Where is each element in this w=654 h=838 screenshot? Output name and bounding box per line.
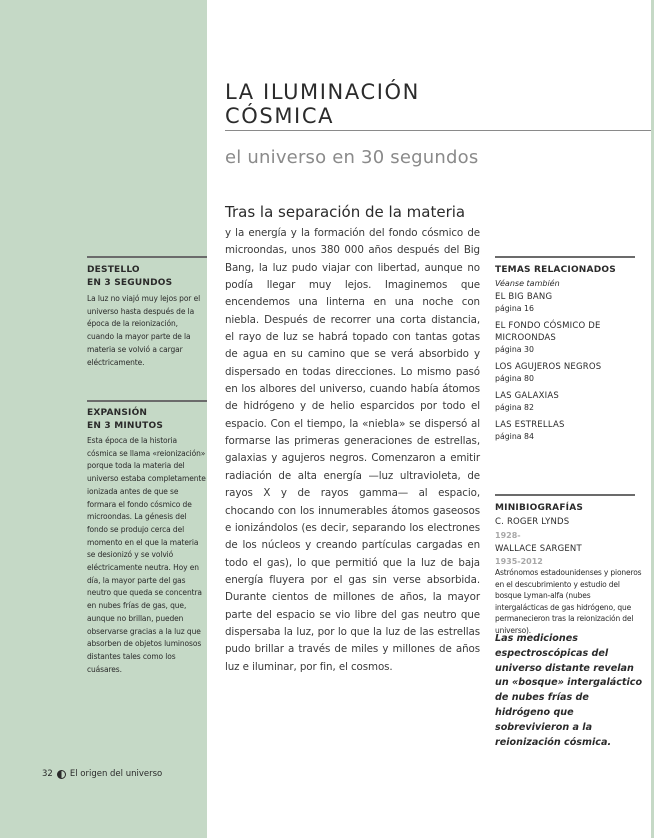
expansion-subtitle: EN 3 MINUTOS [87,421,164,431]
expansion-title: EXPANSIÓN [87,408,148,418]
related-topic-name: EL FONDO CÓSMICO DE MICROONDAS [495,321,601,343]
expansion-text: Esta época de la historia cósmica se llama «reionización» porque toda la materia del universo estaba completamente ionizada antes de que se formara el fondo cósmico de microondas. La génesis del fondo se produjo cerca del momento en el que la materia se desionizó y se volvió eléctricamente neutra. Hoy en día, la mayor parte del gas neutro que queda se concentra en nubes frías de gas, que, aunque no brillan, pueden observarse gracias a la luz que absorben de objetos luminosos distantes tales como los cuásares. [87,436,206,674]
page-number: 32 [42,769,53,779]
related-topic-item [495,320,645,356]
page-title: LA ILUMINACIÓN CÓSMICA [225,80,420,128]
book-title: El origen del universo [69,769,163,779]
lead-sentence: Tras la separación de la materia [225,203,466,221]
expansion-heading [87,407,207,433]
body-paragraph: y la energía y la formación del fondo cósmico de microondas, unos 380 000 años después del Big Bang, la luz pudo viajar con libertad, aunque no podía llegar muy lejos. Imaginemos que encendemos una linterna en una noche con niebla. Después de recorrer una corta distancia, el rayo de luz se habrá topado con tantas gotas de agua en su camino que se verá absorbido y dispersado en todas direcciones. Lo mismo pasó en los albores del universo, cuando había átomos de hidrógeno y de helio esparcidos por todo el espacio. Con el tiempo, la «niebla» se dispersó al formarse las primeras generaciones de estrellas, galaxias y agujeros negros. Comenzaron a emitir radiación de alta energía —luz ultravioleta, de rayos X y de rayos gamma— al espacio, chocando con los innumerables átomos gaseosos e ionizándolos (es decir, separando los electrones de los núcleos y creando partículas cargadas en todo el gas), lo que permitió que la luz de baja energía fluyera por el gas sin verse absorbida. Durante cientos de millones de años, la mayor parte del espacio se vio libre del gas neutro que dispersaba la luz, por lo que la luz de las estrellas pudo brillar a través de miles y millones de años luz e iluminar, por fin, el cosmos. [225,227,480,673]
related-topic-item [495,361,645,385]
related-topic-name: LAS GALAXIAS [495,391,559,401]
page-subtitle: el universo en 30 segundos [225,147,479,168]
half-circle-icon [57,770,66,779]
minibios-text: Astrónomos estadounidenses y pioneros en el descubrimiento y estudio del bosque Lyman-alfa (nubes intergalácticas de gas hidrógeno, que permanecieron tras la reionización del universo). [495,568,642,635]
related-topic-name: LOS AGUJEROS NEGROS [495,362,602,372]
related-topic-page: página 84 [495,432,534,441]
related-divider [495,256,635,258]
related-title: TEMAS RELACIONADOS [495,265,616,275]
person-name: WALLACE SARGENT [495,544,582,554]
destello-divider [87,256,207,258]
destello-text: La luz no viajó muy lejos por el universo hasta después de la época de la reionización, cuando la mayor parte de la materia se volvió a cargar eléctricamente. [87,294,201,367]
destello-heading [87,264,207,290]
minibios-divider [495,494,635,496]
related-topic-item [495,419,645,443]
related-topic-item [495,291,645,315]
person-name: C. ROGER LYNDS [495,517,570,527]
person-years: 1928- [495,531,521,540]
person-years: 1935-2012 [495,557,543,566]
related-topic-page: página 30 [495,345,534,354]
related-topic-page: página 80 [495,374,534,383]
expansion-divider [87,400,207,402]
related-topic-name: LAS ESTRELLAS [495,420,565,430]
related-topics-list [495,291,645,448]
destello-subtitle: EN 3 SEGUNDOS [87,278,173,288]
title-divider [225,130,651,131]
related-topic-item [495,390,645,414]
related-topic-page: página 82 [495,403,534,412]
page-footer [42,768,207,781]
related-topic-page: página 16 [495,304,534,313]
related-topic-name: EL BIG BANG [495,292,553,302]
related-intro: Véanse también [495,279,560,288]
image-caption: Las mediciones espectroscópicas del universo distante revelan un «bosque» intergaláctico de nubes frías de hidrógeno que sobrevivieron a la reionización cósmica. [495,633,643,748]
minibios-title: MINIBIOGRAFÍAS [495,503,584,513]
destello-title: DESTELLO [87,265,140,275]
